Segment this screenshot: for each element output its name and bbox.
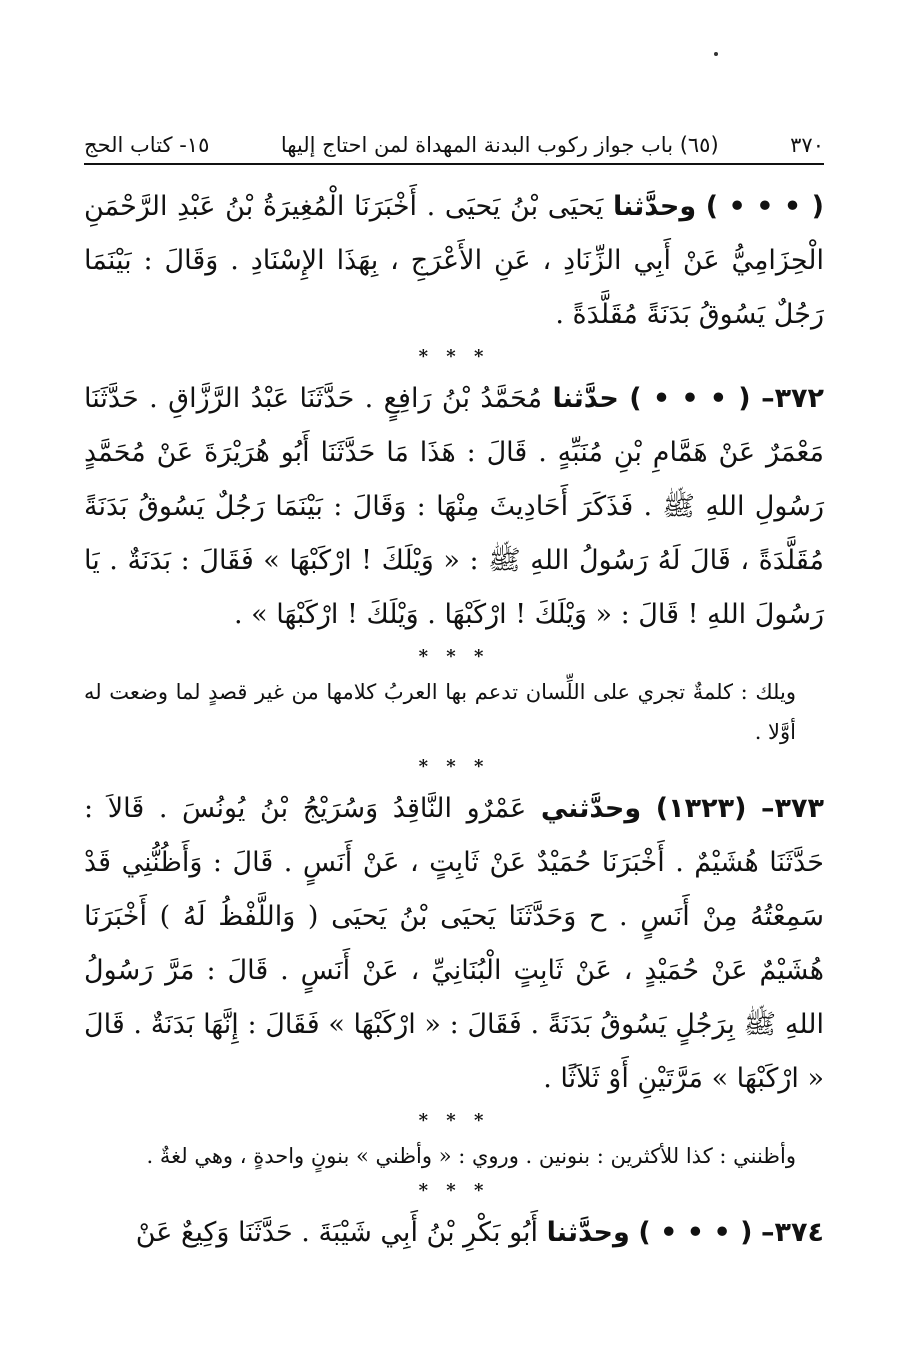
dust-speck bbox=[714, 52, 718, 56]
hadith-number: ٣٧٣– bbox=[761, 793, 824, 824]
hadith-text: يَحيَى بْنُ يَحيَى . أَخْبَرَنَا الْمُغِيرَةُ بْنُ عَبْدِ الرَّحْمَنِ الْحِزَامِيُّ عَنْ أَبِي الزِّنَادِ ، عَنِ الأَعْرَجِ ، بِهَذَا الإِسْنَادِ . وَقَالَ : بَيْنَمَا رَجُلٌ يَسُوقُ بَدَنَةً مُقَلَّدَةً . bbox=[84, 191, 824, 330]
section-separator: * * * bbox=[418, 1180, 490, 1201]
hadith-block bbox=[84, 180, 824, 342]
hadith-ref: ( • • • ) bbox=[638, 1217, 753, 1248]
section-separator: * * * bbox=[418, 346, 490, 367]
hadith-ref: (١٣٢٣) bbox=[655, 793, 747, 824]
narration-verb: حدَّثنا bbox=[552, 383, 619, 414]
hadith-number: ٣٧٤– bbox=[761, 1217, 824, 1248]
running-header bbox=[84, 128, 824, 162]
section-separator: * * * bbox=[418, 756, 490, 777]
hadith-ref: ( • • • ) bbox=[629, 383, 751, 414]
hadith-block bbox=[84, 782, 824, 1106]
hadith-ref: ( • • • ) bbox=[705, 191, 824, 222]
hadith-text: مُحَمَّدُ بْنُ رَافِعٍ . حَدَّثَنَا عَبْدُ الرَّزَّاقِ . حَدَّثَنَا مَعْمَرٌ عَنْ هَمَّامِ بْنِ مُنَبِّهٍ . قَالَ : هَذَا مَا حَدَّثَنَا أَبُو هُرَيْرَةَ عَنْ مُحَمَّدٍ رَسُولِ اللهِ ﷺ . فَذَكَرَ أَحَادِيثَ مِنْهَا : وَقَالَ : بَيْنَمَا رَجُلٌ يَسُوقُ بَدَنَةً مُقَلَّدَةً ، قَالَ لَهُ رَسُولُ اللهِ ﷺ : « وَيْلَكَ ! ارْكَبْهَا » فَقَالَ : بَدَنَةٌ . يَا رَسُولَ اللهِ ! قَالَ : « وَيْلَكَ ! ارْكَبْهَا . وَيْلَكَ ! ارْكَبْهَا » . bbox=[84, 383, 824, 630]
section-separator: * * * bbox=[418, 646, 490, 667]
header-rule bbox=[84, 163, 824, 165]
section-separator: * * * bbox=[418, 1110, 490, 1131]
hadith-block bbox=[84, 372, 824, 642]
hadith-text: أَبُو بَكْرِ بْنُ أَبِي شَيْبَةَ . حَدَّثَنَا وَكِيعٌ عَنْ bbox=[135, 1217, 539, 1248]
chapter-title: (٦٥) باب جواز ركوب البدنة المهداة لمن احتاج إليها bbox=[280, 133, 719, 157]
explanatory-note: وأظنني : كذا للأكثرين : بنونين . وروي : « وأظني » بنونٍ واحدةٍ ، وهي لغةٌ . bbox=[146, 1144, 796, 1168]
narration-verb: وحدَّثنا bbox=[546, 1217, 630, 1248]
narration-verb: وحدَّثنا bbox=[612, 191, 697, 222]
explanatory-note: ويلك : كلمةٌ تجري على اللِّسان تدعم بها العربُ كلامها من غير قصدٍ لما وضعت له أوَّلا . bbox=[84, 680, 796, 744]
page-body bbox=[84, 180, 824, 1260]
hadith-block bbox=[84, 1206, 824, 1260]
page-number: ٣٧٠ bbox=[790, 133, 824, 157]
book-title: ١٥- كتاب الحج bbox=[84, 133, 210, 157]
hadith-text: عَمْرٌو النَّاقِدُ وَسُرَيْجُ بْنُ يُونُسَ . قَالاَ : حَدَّثَنَا هُشَيْمٌ . أَخْبَرَنَا حُمَيْدٌ عَنْ ثَابِتٍ ، عَنْ أَنَسٍ . قَالَ : وَأَظُنُّنِي قَدْ سَمِعْتُهُ مِنْ أَنَسٍ . ح وَحَدَّثَنَا يَحيَى بْنُ يَحيَى ( وَاللَّفْظُ لَهُ ) أَخْبَرَنَا هُشَيْمٌ عَنْ حُمَيْدٍ ، عَنْ ثَابِتٍ الْبُنَانِيِّ ، عَنْ أَنَسٍ . قَالَ : مَرَّ رَسُولُ اللهِ ﷺ بِرَجُلٍ يَسُوقُ بَدَنَةً . فَقَالَ : « ارْكَبْهَا » فَقَالَ : إِنَّهَا بَدَنَةٌ . قَالَ « ارْكَبْهَا » مَرَّتَيْنِ أَوْ ثَلاَثًا . bbox=[84, 793, 824, 1094]
hadith-number: ٣٧٢– bbox=[761, 383, 825, 414]
narration-verb: وحدَّثني bbox=[540, 793, 642, 824]
